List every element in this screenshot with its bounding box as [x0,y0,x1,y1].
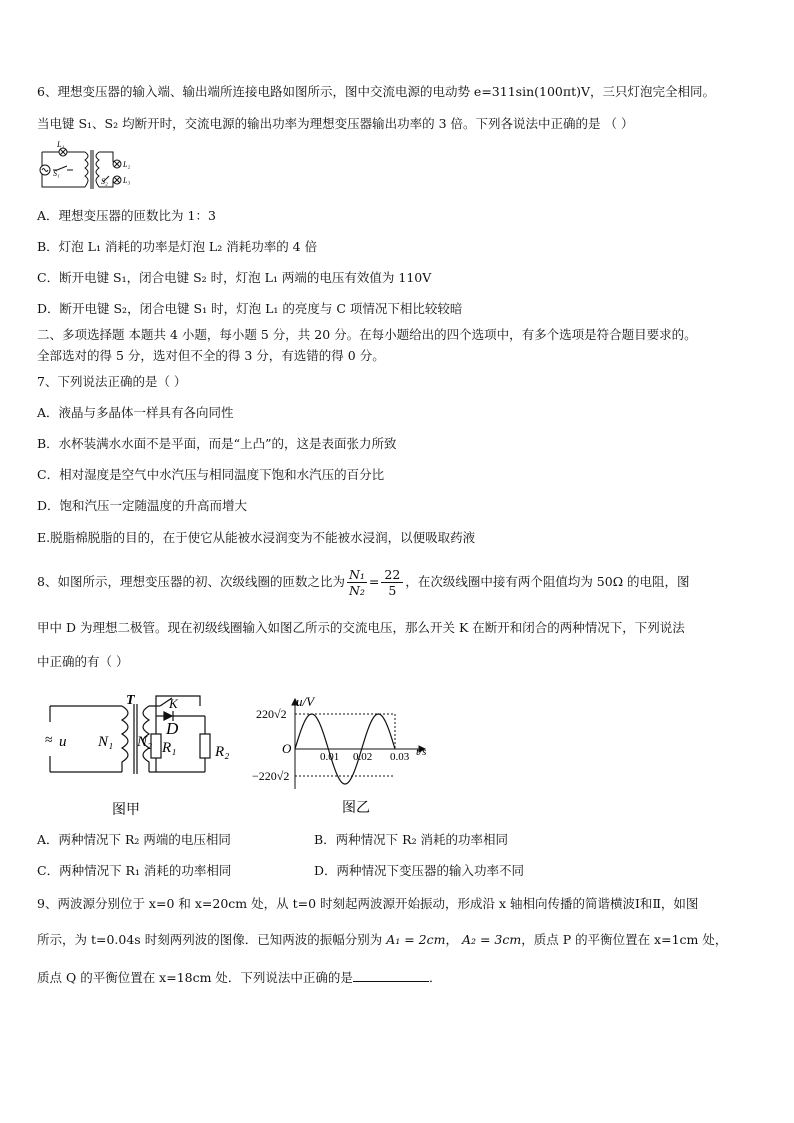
q6-label-l3: L₃ [123,176,131,185]
q9-stem-line2-a: 所示，为 t=0.04s 时刻两列波的图像．已知两波的振幅分别为 [37,932,383,947]
q8-label-d: D [166,719,179,738]
q8-option-a: A．两种情况下 R₂ 两端的电压相同 [37,832,231,847]
q6-label-l1: L₁ [57,140,65,149]
q6-circuit-figure [37,142,132,197]
q9-amplitude-a1: A₁ = 2cm [386,932,446,947]
q7-option-b: B．水杯装满水水面不是平面，而是“上凸”的，这是表面张力所致 [37,436,397,451]
q8-stem-line1 [37,565,690,599]
q8-graph-xtick-2: 0.02 [353,751,373,763]
section2-heading-line2: 全部选对的得 5 分，选对但不全的得 3 分，有选错的得 0 分。 [37,348,385,363]
q8-frac-den: N₂ [348,583,365,598]
q7-option-e: E.脱脂棉脱脂的目的，在于使它从能被水浸润变为不能被水浸润，以便吸取药液 [37,530,476,545]
q8-graph-ymin: −220√2 [252,769,290,783]
q6-option-c: C．断开电键 S₁，闭合电键 S₂ 时，灯泡 L₁ 两端的电压有效值为 110V [37,270,432,285]
q6-option-a: A．理想变压器的匝数比为 1：3 [37,208,216,223]
q6-stem-line2: 当电键 S₁、S₂ 均断开时，交流电源的输出功率为理想变压器输出功率的 3 倍。下列各说法中正确的是 （ ） [37,116,634,131]
q8-graph-ymax: 220√2 [256,707,287,721]
q8-label-r1: R₁ [162,740,177,756]
q8-graph-origin: O [282,741,292,756]
q8-option-b: B．两种情况下 R₂ 消耗的功率相同 [314,832,509,847]
q9-stem-line1: 9、两波源分别位于 x=0 和 x=20cm 处，从 t=0 时刻起两波源开始振动，形成沿 x 轴相向传播的简谐横波Ⅰ和Ⅱ，如图 [37,896,699,911]
q8-label-r2: R₂ [215,744,230,760]
q8-voltage-graph [250,694,440,824]
q7-option-a: A．液晶与多晶体一样具有各向同性 [37,405,234,420]
section2-heading-line1: 二、多项选择题 本题共 4 小题，每小题 5 分，共 20 分。在每小题给出的四个选项中，有多个选项是符合题目要求的。 [37,327,697,342]
q7-option-d: D．饱和汽压一定随温度的升高而增大 [37,498,248,513]
q8-label-n2: N₂ [137,734,153,750]
q8-fig2-caption: 图乙 [342,801,370,816]
q8-label-n1: N₁ [98,734,114,750]
q6-stem-line1: 6、理想变压器的输入端、输出端所连接电路如图所示，图中交流电源的电动势 e=311sin(100πt)V，三只灯泡完全相同。 [37,84,715,99]
q8-frac2-num: 22 [381,567,403,583]
q8-label-u: u [59,734,67,750]
q8-stem-line1-a: 8、如图所示，理想变压器的初、次级线圈的匝数之比为 [37,574,345,589]
q8-graph-xtick-3: 0.03 [390,751,410,763]
q9-stem-line2 [37,932,727,948]
q8-graph-xtick-1: 0.01 [320,751,340,763]
q7-option-c: C．相对湿度是空气中水汽压与相同温度下饱和水汽压的百分比 [37,467,385,482]
q8-option-d: D．两种情况下变压器的输入功率不同 [314,863,525,878]
q8-label-t: T [126,693,135,708]
q8-option-c: C．两种情况下 R₁ 消耗的功率相同 [37,863,232,878]
q8-stem-line2: 甲中 D 为理想二极管。现在初级线圈输入如图乙所示的交流电压，那么开关 K 在断开和闭合的两种情况下，下列说法 [37,620,685,635]
q6-option-b: B．灯泡 L₁ 消耗的功率是灯泡 L₂ 消耗功率的 4 倍 [37,239,318,254]
q8-ac-source-icon: ≈ [45,733,53,748]
q9-separator: ， [445,932,458,947]
q9-stem-line3-a: 质点 Q 的平衡位置在 x=18cm 处．下列说法中正确的是 [37,970,353,985]
q8-stem-line1-b: ，在次级线圈中接有两个阻值均为 50Ω 的电阻，图 [405,574,690,589]
q8-stem-line3: 中正确的有（ ） [37,654,129,669]
q6-label-l2: L₂ [123,160,131,169]
q9-amplitude-a2: A₂ = 3cm [461,932,522,947]
q9-stem-line2-b: ，质点 P 的平衡位置在 x=1cm 处， [521,932,728,947]
q6-label-s2: S₂ [101,177,108,186]
q6-label-s1: S₁ [53,169,60,178]
q9-stem-line3-b: ． [428,970,442,985]
q8-fig1-caption: 图甲 [112,803,140,818]
q6-option-d: D．断开电键 S₂，闭合电键 S₁ 时，灯泡 L₁ 的亮度与 C 项情况下相比较较暗 [37,301,463,316]
q8-label-k: K [169,696,178,711]
answer-blank[interactable] [353,969,429,982]
q9-stem-line3 [37,969,441,986]
q8-graph-ylabel: u/V [296,694,315,709]
q8-turns-fraction [347,567,367,598]
q8-frac-eq: = [368,574,380,589]
q8-transformer-circuit [40,694,240,824]
q7-stem: 7、下列说法正确的是（ ） [37,374,187,389]
q8-frac2-den: 5 [388,583,397,598]
q8-ratio-fraction [381,567,403,598]
q8-frac-num: N₁ [348,567,365,582]
q8-graph-xlabel: t/s [416,746,427,758]
